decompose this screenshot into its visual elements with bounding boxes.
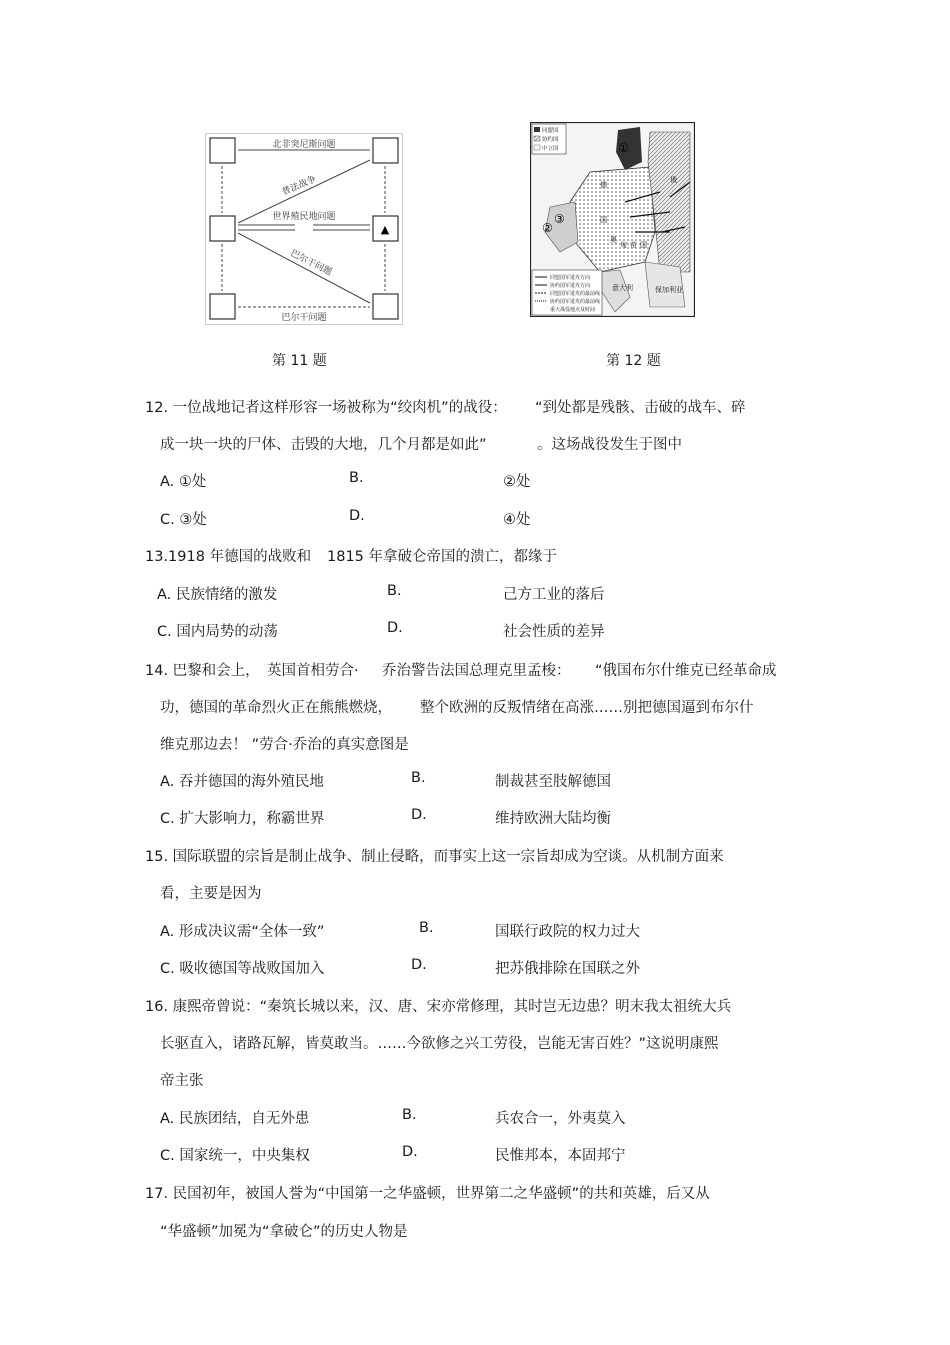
triangle-marker: ▲ xyxy=(380,223,390,236)
marker-3: ③ xyxy=(554,212,565,226)
question-13-option: B. xyxy=(387,583,402,599)
question-14-option: 维持欧洲大陆均衡 xyxy=(495,811,611,827)
question-12-text: 。这场战役发生于图中 xyxy=(537,437,682,453)
question-13-option: C. 国内局势的动荡 xyxy=(157,624,278,640)
legend-front-1: 同盟国军进攻的最前线 xyxy=(550,291,601,297)
figure-11-diagram xyxy=(205,133,403,325)
map-place: 意大利 xyxy=(612,284,633,292)
question-16-text: 帝主张 xyxy=(160,1073,204,1089)
legend-entente: 协约国 xyxy=(542,137,559,143)
question-15-option: 把苏俄排除在国联之外 xyxy=(495,961,640,977)
question-12-option: ②处 xyxy=(503,474,531,490)
question-14-option: B. xyxy=(411,770,426,786)
legend-neutral: 中立国 xyxy=(542,146,559,152)
question-14-option: C. 扩大影响力，称霸世界 xyxy=(160,811,325,827)
legend-battle: 重大战役地点及时间 xyxy=(550,307,596,313)
question-15-option: B. xyxy=(419,920,434,936)
marker-1: ① xyxy=(618,141,629,155)
question-15-text: 看，主要是因为 xyxy=(160,886,262,902)
question-12-option: ④处 xyxy=(503,512,531,528)
map-place: 帝 xyxy=(630,241,637,249)
fig11-middle-label: 世界殖民地问题 xyxy=(272,212,336,222)
legend-arrow-2: 协约国军进攻方向 xyxy=(550,283,591,289)
question-15-option: 国联行政院的权力过大 xyxy=(495,924,640,940)
fig11-top-label: 北非突尼斯问题 xyxy=(272,140,336,150)
question-15-option: D. xyxy=(411,957,427,973)
legend-arrow-1: 同盟国军进攻方向 xyxy=(550,275,591,281)
figure-12-map xyxy=(530,122,695,317)
question-17-text: “华盛顿”加冕为“拿破仑”的历史人物是 xyxy=(160,1224,408,1240)
figure-11-caption: 第 11 题 xyxy=(272,353,327,369)
box-mid-left xyxy=(210,216,235,241)
legend-central-powers: 同盟国 xyxy=(542,128,559,134)
question-14-option: D. xyxy=(411,807,427,823)
question-15-option: A. 形成决议需“全体一致” xyxy=(160,924,325,940)
question-14-text: 功，德国的革命烈火正在熊熊燃烧， xyxy=(160,700,392,716)
question-13-text: 13.1918 年德国的战败和 xyxy=(145,549,312,565)
question-12-option: B. xyxy=(349,470,364,486)
question-14-option: A. 吞并德国的海外殖民地 xyxy=(160,774,324,790)
marker-2: ② xyxy=(542,221,553,235)
question-16-text: 16. 康熙帝曾说：“秦筑长城以来，汉、唐、宋亦常修理，其时岂无边患？明末我太祖统大兵 xyxy=(145,999,732,1015)
fig11-war-label: 普法战争 xyxy=(280,174,318,198)
box-top-left xyxy=(210,138,235,163)
map-place: 匈 xyxy=(620,241,627,249)
question-14-text: 维克那边去！ ”劳合·乔治的真实意图是 xyxy=(160,737,409,753)
question-13-option: A. 民族情绪的激发 xyxy=(157,587,278,603)
question-13-option: 社会性质的差异 xyxy=(503,624,605,640)
question-14-text: 整个欧洲的反叛情绪在高涨……别把德国逼到布尔什 xyxy=(420,700,754,716)
question-16-text: 长驱直入，诸路瓦解，皆莫敢当。……今欲修之兴工劳役，岂能无害百姓？”这说明康熙 xyxy=(160,1036,719,1052)
question-12-text: “到处都是残骸、击破的战车、碎 xyxy=(535,400,746,416)
box-bottom-right xyxy=(373,294,398,319)
question-16-option: C. 国家统一，中央集权 xyxy=(160,1148,310,1164)
fig11-bottom-label: 巴尔干问题 xyxy=(281,313,327,323)
map-place: 保加利亚 xyxy=(655,286,683,294)
question-14-text: “俄国布尔什维克已经革命成 xyxy=(595,663,777,679)
box-bottom-left xyxy=(210,294,235,319)
question-15-option: C. 吸收德国等战败国加入 xyxy=(160,961,325,977)
question-15-text: 15. 国际联盟的宗旨是制止战争、制止侵略，而事实上这一宗旨却成为空谈。从机制方面来 xyxy=(145,849,724,865)
question-12-option: C. ③处 xyxy=(160,512,207,528)
box-top-right xyxy=(373,138,398,163)
question-17-text: 17. 民国初年，被国人誉为“中国第一之华盛顿，世界第二之华盛顿”的共和英雄，后又从 xyxy=(145,1186,710,1202)
question-12-option: A. ①处 xyxy=(160,474,207,490)
question-12-option: D. xyxy=(349,508,365,524)
question-13-option: D. xyxy=(387,620,403,636)
question-16-option: D. xyxy=(402,1144,418,1160)
question-12-text: 成一块一块的尸体、击毁的大地，几个月都是如此” xyxy=(160,437,487,453)
map-place: 奥 xyxy=(610,236,617,244)
legend-front-2: 协约国军进攻的最前线 xyxy=(550,299,601,305)
question-14-text: 14. 巴黎和会上， xyxy=(145,663,260,679)
map-place: 俄 xyxy=(670,176,677,184)
question-13-option: 己方工业的落后 xyxy=(503,587,605,603)
question-16-option: 民惟邦本，本固邦宁 xyxy=(495,1148,626,1164)
fig11-balkan-diag-label: 巴尔干问题 xyxy=(288,248,334,278)
question-16-option: B. xyxy=(402,1107,417,1123)
question-14-option: 制裁甚至肢解德国 xyxy=(495,774,611,790)
map-place: 国 xyxy=(600,216,607,224)
map-place: 国 xyxy=(640,241,647,249)
question-12-text: 12. 一位战地记者这样形容一场被称为“绞肉机”的战役： xyxy=(145,400,507,416)
question-13-text: 1815 年拿破仑帝国的溃亡，都缘于 xyxy=(327,549,558,565)
question-16-option: 兵农合一，外夷莫入 xyxy=(495,1111,626,1127)
question-16-option: A. 民族团结，自无外患 xyxy=(160,1111,310,1127)
figure-12-caption: 第 12 题 xyxy=(606,353,661,369)
question-14-text: 乔治警告法国总理克里孟梭： xyxy=(382,663,571,679)
map-place: 德 xyxy=(600,181,607,189)
question-14-text: 英国首相劳合· xyxy=(267,663,359,679)
